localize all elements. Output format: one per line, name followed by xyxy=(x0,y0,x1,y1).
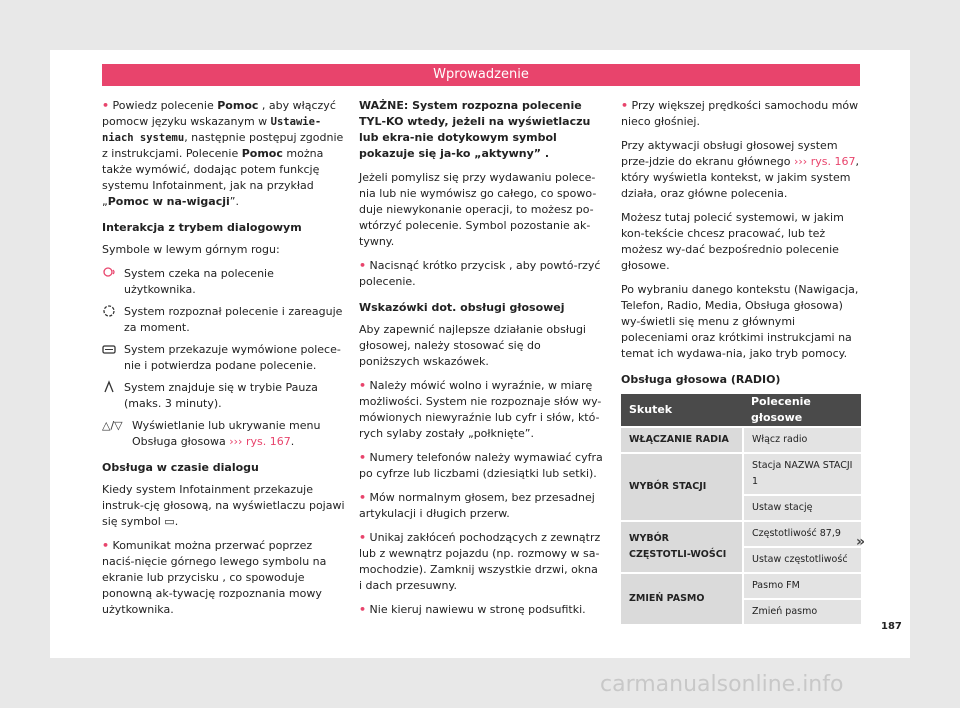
watermark: carmanualsonline.info xyxy=(600,672,844,697)
paragraph-interrupt: • Komunikat można przerwać poprzez naciś-nięcie górnego lewego symbolu na ekranie lub przycisku , co spowoduje ponowną ak-tywację rozpoznania mowy użytkownika. xyxy=(102,539,327,616)
paragraph-main-screen: Przy aktywacji obsługi głosowej system prze-jdzie do ekranu głównego ››› rys. 167, który wyświetla kontekst, w jakim system działa, oraz główne polecenia. xyxy=(621,139,859,200)
icon-row-recognized: System rozpoznał polecenie i zareaguje za moment. xyxy=(102,304,347,336)
table-row: Ustaw częstotliwość xyxy=(621,547,861,573)
paragraph-context: Możesz tutaj polecić systemowi, w jakim kon-tekście chcesz pracować, lub też możesz wy-dać bezpośrednio polecenie głosowe. xyxy=(621,211,844,272)
tip-item: • Mów normalnym głosem, bez przesadnej artykulacji i długich przerw. xyxy=(359,491,595,520)
tip-item: • Nie kieruj nawiewu w stronę podsufitki. xyxy=(359,603,586,616)
paragraph-menu: Po wybraniu danego kontekstu (Nawigacja, Telefon, Radio, Media, Obsługa głosowa) wy-świetli się menu z głównymi poleceniami oraz krótkimi instrukcjami na temat ich wydawa-nia, jako tryb pomocy. xyxy=(621,283,859,360)
paragraph-repeat: Jeżeli pomylisz się przy wydawaniu polece-nia lub nie wymówisz go całego, co spowo-duje niewykonanie operacji, to możesz po-wtórzyć polecenie. Symbol pozostanie ak-tywny. xyxy=(359,171,597,248)
icon-row-speaking: System przekazuje wymówione polece-nie i potwierdza podane polecenie. xyxy=(102,342,347,374)
tip-item: • Numery telefonów należy wymawiać cyfra po cyfrze lub liczbami (dziesiątki lub setki). xyxy=(359,451,603,480)
section-header: Wprowadzenie xyxy=(102,64,860,86)
table-row: WYBÓR CZĘSTOTLI-WOŚCI Częstotliwość 87,9 xyxy=(621,521,861,547)
paragraph-help: • Powiedz polecenie Pomoc , aby włączyć pomocw języku wskazanym w Ustawie-niach systemu, następnie postępuj zgodnie z instrukcjami. Polecenie Pomoc można także wymówić, dodając potem funkcję systemu Infotainment, jak na przykład „Pomoc w na-wigacji”. xyxy=(102,99,344,208)
icon-row-toggle-menu: △/▽ Wyświetlanie lub ukrywanie menu Obsługa głosowa ››› rys. 167. xyxy=(102,419,321,448)
column-middle xyxy=(359,98,604,626)
table-row: Ustaw stację xyxy=(621,495,861,521)
column-right xyxy=(621,98,861,624)
paragraph-symbols: Symbole w lewym górnym rogu: xyxy=(102,243,280,256)
table-row: WŁĄCZANIE RADIA Włącz radio xyxy=(621,427,861,453)
processing-circle-icon xyxy=(102,304,124,336)
heading-tips: Wskazówki dot. obsługi głosowej xyxy=(359,301,565,314)
tip-item: • Należy mówić wolno i wyraźnie, w miarę możliwości. System nie rozpoznaje słów wy-mówionych niewyraźnie lub cyfr i słów, któ-rych sylaby zostały „połknięte”. xyxy=(359,379,602,440)
paragraph-tips-intro: Aby zapewnić najlepsze działanie obsługi głosowej, należy stosować się do poniższych wskazówek. xyxy=(359,323,586,368)
important-note: WAŻNE: System rozpozna polecenie TYL-KO wtedy, jeżeli na wyświetlaczu lub ekra-nie dotykowym symbol pokazuje się ja-ko „aktywny” . xyxy=(359,99,591,160)
icon-row-pause: System znajduje się w trybie Pauza (maks. 3 minuty). xyxy=(102,380,347,412)
pause-mic-icon xyxy=(102,380,124,412)
icon-row-waiting: System czeka na polecenie użytkownika. xyxy=(102,266,347,298)
manual-page xyxy=(50,50,910,658)
speaking-head-icon xyxy=(102,266,124,298)
tip-item: • Unikaj zakłóceń pochodzących z zewnątrz lub z wewnątrz pojazdu (np. rozmowy w sa-mochodzie). Zamknij wszystkie drzwi, okna i dach przesuwny. xyxy=(359,531,601,592)
table-row: WYBÓR STACJI Stacja NAZWA STACJI 1 xyxy=(621,453,861,495)
heading-dialog: Interakcja z trybem dialogowym xyxy=(102,221,302,234)
speaker-icon xyxy=(102,342,124,374)
column-left xyxy=(102,98,347,626)
continue-mark: » xyxy=(856,534,866,550)
heading-during-dialog: Obsługa w czasie dialogu xyxy=(102,461,259,474)
heading-radio: Obsługa głosowa (RADIO) xyxy=(621,373,781,386)
paragraph-speed: • Przy większej prędkości samochodu mów nieco głośniej. xyxy=(621,99,859,128)
table-header-row: Skutek Polecenie głosowe xyxy=(621,394,861,427)
page-number: 187 xyxy=(881,621,902,632)
speaker-icon: ▭ xyxy=(164,515,175,528)
paragraph-instruction: Kiedy system Infotainment przekazuje instruk-cję głosową, na wyświetlaczu pojawi się symbol ▭. xyxy=(102,483,345,528)
radio-commands-table xyxy=(621,394,861,624)
paragraph-press-button: • Nacisnąć krótko przycisk , aby powtó-rzyć polecenie. xyxy=(359,259,601,288)
table-row: Zmień pasmo xyxy=(621,599,861,624)
table-row: ZMIEŃ PASMO Pasmo FM xyxy=(621,573,861,599)
triangle-up-down-icon: △/▽ xyxy=(102,419,123,432)
